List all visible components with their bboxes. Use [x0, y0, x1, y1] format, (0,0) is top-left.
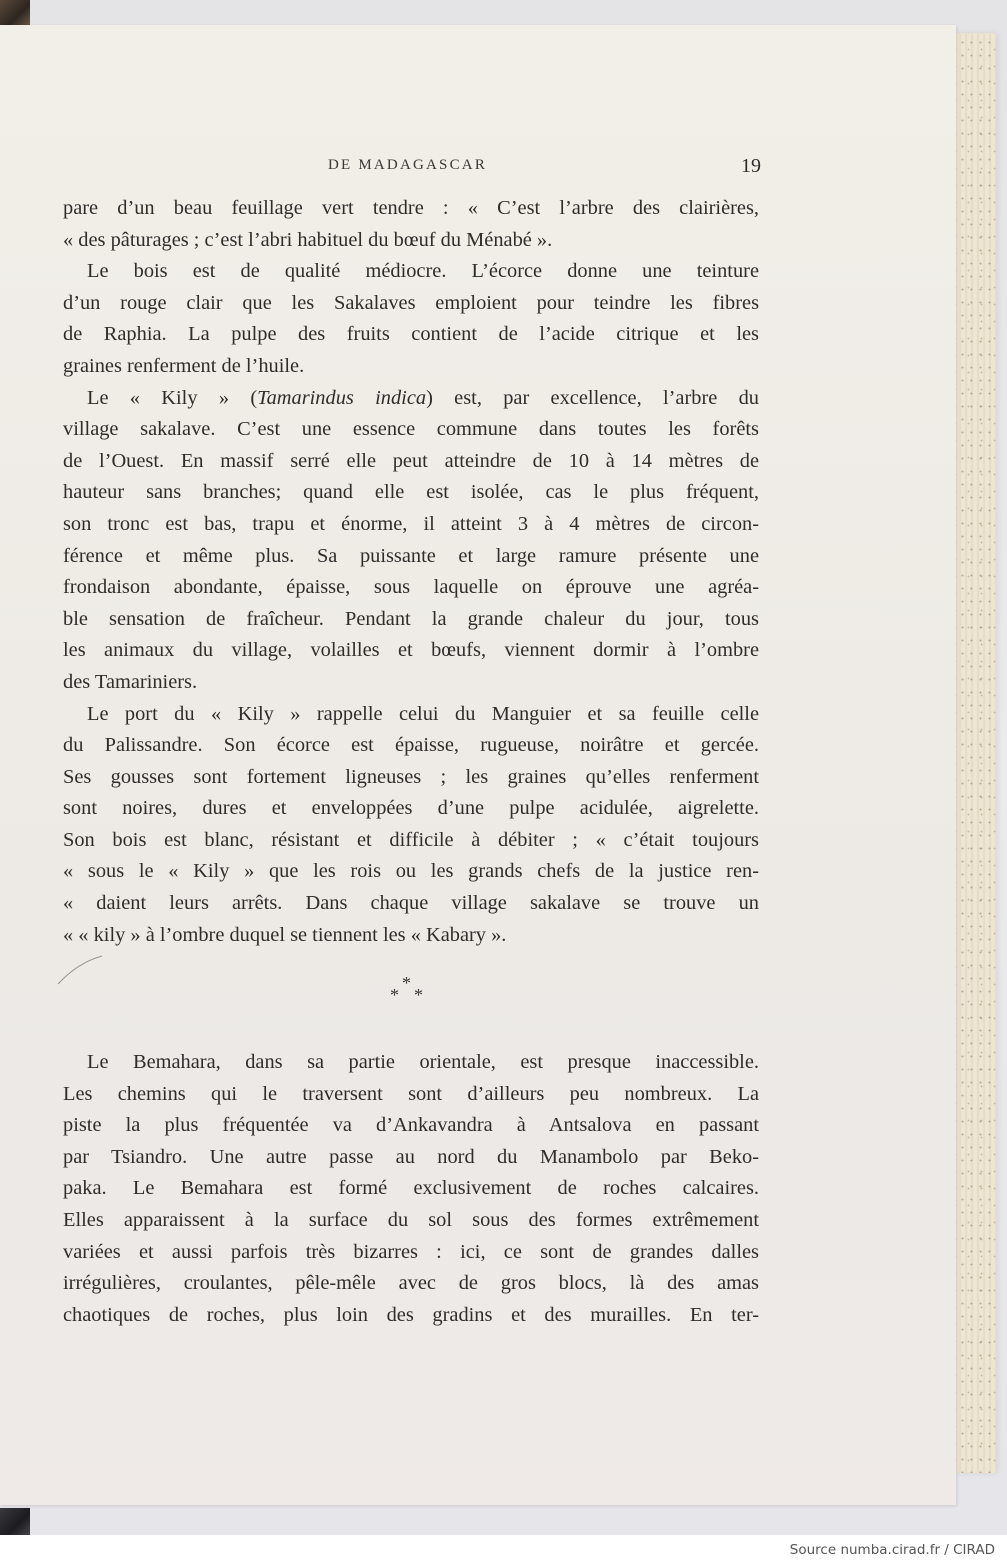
text-line: Le Bemahara, dans sa partie orientale, est presque inaccessible. — [87, 1051, 759, 1073]
running-title: DE MADAGASCAR — [328, 157, 488, 173]
paragraph-4 — [63, 699, 759, 952]
text-line: de Raphia. La pulpe des fruits contient de l’acide citrique et les — [63, 323, 759, 346]
text-line: de l’Ouest. En massif serré elle peut atteindre de 10 à 14 mètres de — [63, 449, 759, 472]
asterism-icon — [388, 973, 428, 1013]
paragraph-2 — [63, 256, 759, 382]
text-line: paka. Le Bemahara est formé exclusivement de roches calcaires. — [63, 1177, 759, 1200]
paragraph-3 — [63, 383, 759, 699]
text-line: son tronc est bas, trapu et énorme, il atteint 3 à 4 mètres de circon- — [63, 512, 759, 535]
text-line: graines renferment de l’huile. — [63, 354, 305, 377]
text-line: pare d’un beau feuillage vert tendre : « C’est l’arbre des clairières, — [63, 197, 759, 219]
book-page — [0, 25, 956, 1505]
text-line: chaotiques de roches, plus loin des gradins et des murailles. En ter- — [63, 1303, 759, 1326]
asterism-star: * — [414, 985, 423, 1005]
asterism-star: * — [390, 985, 399, 1005]
text-line: Le bois est de qualité médiocre. L’écorce donne une teinture — [87, 260, 759, 283]
text-fragment: Le « Kily » ( — [87, 386, 258, 409]
text-line: « daient leurs arrêts. Dans chaque village sakalave se trouve un — [63, 892, 759, 915]
text-line: sont noires, dures et enveloppées d’une pulpe acidulée, aigrelette. — [63, 797, 759, 820]
asterism-star: * — [402, 973, 411, 993]
text-line: par Tsiandro. Une autre passe au nord du Manambolo par Beko- — [63, 1145, 759, 1168]
scan-corner-dark-bottom — [0, 1508, 30, 1535]
page-number: 19 — [741, 155, 761, 177]
text-line: piste la plus fréquentée va d’Ankavandra à Antsalova en passant — [63, 1114, 759, 1137]
species-name-italic: Tamarindus indica — [257, 386, 427, 409]
section-2-text — [63, 1047, 759, 1331]
text-line: frondaison abondante, épaisse, sous laquelle on éprouve une agréa- — [63, 576, 759, 599]
running-head — [0, 155, 956, 179]
paragraph-5 — [63, 1047, 759, 1331]
text-line: d’un rouge clair que les Sakalaves emploient pour teindre les fibres — [63, 291, 759, 314]
text-line: les animaux du village, volailles et bœufs, viennent dormir à l’ombre — [63, 639, 759, 662]
pen-mark-icon — [56, 953, 104, 987]
text-line: Elles apparaissent à la surface du sol sous des formes extrêmement — [63, 1208, 759, 1231]
text-line: « des pâturages ; c’est l’abri habituel du bœuf du Ménabé ». — [63, 228, 553, 251]
text-line: irrégulières, croulantes, pêle-mêle avec de gros blocs, là des amas — [63, 1272, 759, 1295]
scan-corner-dark-top — [0, 0, 30, 26]
section-1-text — [63, 193, 759, 951]
text-line: ble sensation de fraîcheur. Pendant la grande chaleur du jour, tous — [63, 607, 759, 630]
text-fragment: ) est, par excellence, l’arbre du — [426, 386, 759, 409]
text-line: « sous le « Kily » que les rois ou les grands chefs de la justice ren- — [63, 860, 759, 883]
text-line — [63, 383, 759, 415]
text-line: férence et même plus. Sa puissante et large ramure présente une — [63, 544, 759, 567]
text-line: Les chemins qui le traversent sont d’ailleurs peu nombreux. La — [63, 1082, 759, 1105]
page-stack-edge — [955, 33, 996, 1473]
text-line: village sakalave. C’est une essence commune dans toutes les forêts — [63, 418, 759, 441]
paragraph-1 — [63, 193, 759, 256]
text-line: des Tamariniers. — [63, 670, 198, 693]
text-line: « « kily » à l’ombre duquel se tiennent les « Kabary ». — [63, 923, 507, 946]
text-line: Ses gousses sont fortement ligneuses ; les graines qu’elles renferment — [63, 765, 759, 788]
source-credit: Source numba.cirad.fr / CIRAD — [789, 1542, 995, 1558]
text-line: Le port du « Kily » rappelle celui du Manguier et sa feuille celle — [87, 702, 759, 725]
text-line: variées et aussi parfois très bizarres : ici, ce sont de grandes dalles — [63, 1240, 759, 1263]
text-line: du Palissandre. Son écorce est épaisse, rugueuse, noirâtre et gercée. — [63, 734, 759, 757]
text-line: Son bois est blanc, résistant et difficile à débiter ; « c’était toujours — [63, 828, 759, 851]
text-line: hauteur sans branches; quand elle est isolée, cas le plus fréquent, — [63, 481, 759, 504]
